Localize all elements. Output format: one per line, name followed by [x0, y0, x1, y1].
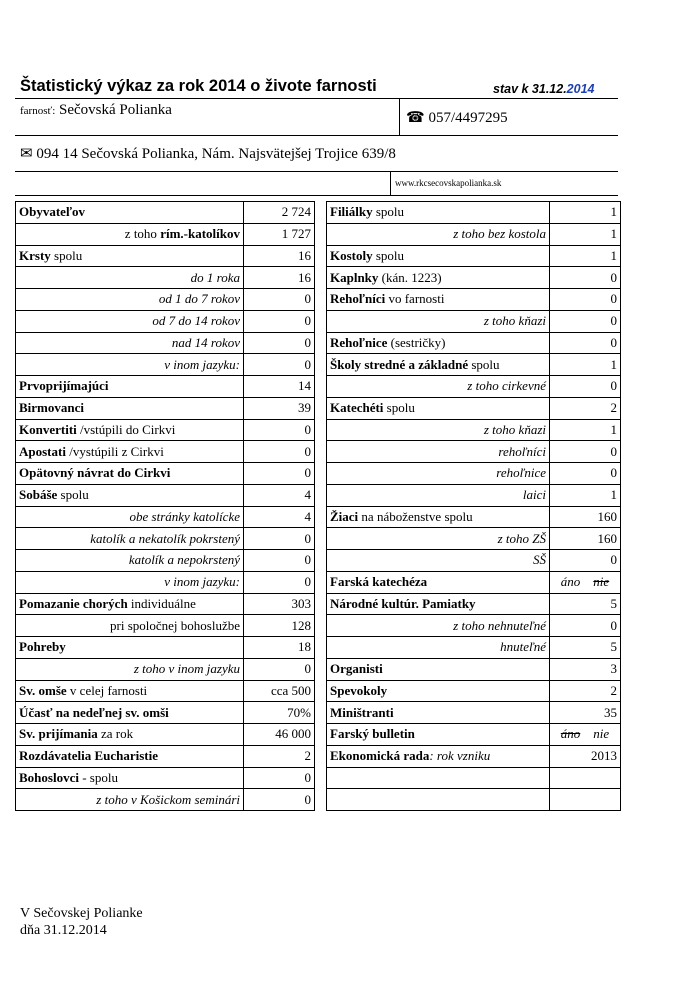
label-bold: Účasť na nedeľnej sv. omši [19, 704, 169, 720]
phone-icon: ☎ [406, 110, 425, 126]
table-row [16, 680, 315, 702]
label-bold: Prvoprijímajúci [19, 378, 109, 394]
row-value: 0 [550, 332, 621, 354]
row-value: 0 [244, 354, 315, 376]
row-label [16, 397, 244, 419]
phone-field [406, 108, 508, 127]
table-row [16, 289, 315, 311]
label-bold: Filiálky [330, 204, 373, 220]
row-value: cca 500 [244, 680, 315, 702]
label-rest: /vstúpili do Cirkvi [76, 421, 176, 437]
row-value: 0 [244, 571, 315, 593]
row-label [327, 202, 550, 224]
row-label [16, 484, 244, 506]
row-label [16, 593, 244, 615]
row-value: 0 [550, 289, 621, 311]
row-label [16, 376, 244, 398]
table-row [16, 767, 315, 789]
website-link[interactable]: www.rkcsecovskapolianka.sk [395, 178, 502, 188]
phone-number: 057/4497295 [428, 110, 508, 126]
row-value: 1 [550, 354, 621, 376]
table-row [16, 354, 315, 376]
row-label [327, 245, 550, 267]
row-label [16, 202, 244, 224]
label-rest: spolu [57, 487, 89, 503]
table-row [327, 637, 621, 659]
table-row [327, 267, 621, 289]
row-value: 3 [550, 658, 621, 680]
label-rest: z toho cirkevné [467, 378, 546, 394]
row-label [16, 724, 244, 746]
row-label [327, 506, 550, 528]
parish-label: farnosť: [20, 105, 56, 117]
row-value [550, 571, 621, 593]
row-value: 0 [244, 441, 315, 463]
yes-option: áno [560, 574, 581, 590]
label-bold: Sv. prijímania [19, 726, 98, 742]
row-value: 14 [244, 376, 315, 398]
right-statistics-table [326, 201, 621, 811]
label-rest: vo farnosti [385, 291, 445, 307]
row-label [16, 571, 244, 593]
table-row [16, 202, 315, 224]
row-value: 0 [550, 267, 621, 289]
row-label [327, 767, 550, 789]
row-label [327, 550, 550, 572]
table-row [16, 419, 315, 441]
label-rest: rehoľnice [496, 465, 546, 481]
label-rest: : rok vzniku [429, 748, 491, 764]
row-value: 0 [550, 376, 621, 398]
row-label [327, 289, 550, 311]
row-label [16, 615, 244, 637]
label-bold: Spevokoly [330, 682, 388, 698]
table-row [327, 506, 621, 528]
row-value: 1 [550, 202, 621, 224]
no-option: nie [593, 726, 610, 742]
envelope-icon: ✉ [20, 146, 33, 162]
label-bold: Krsty [19, 247, 51, 263]
label-bold: Národné kultúr. Pamiatky [330, 595, 476, 611]
label-rest: za rok [97, 726, 134, 742]
table-row [16, 593, 315, 615]
row-label [327, 528, 550, 550]
row-value: 128 [244, 615, 315, 637]
address-rule [15, 171, 618, 172]
label-bold: Kaplnky [330, 269, 379, 285]
row-label [16, 637, 244, 659]
label-bold: Bohoslovci [19, 769, 79, 785]
label-bold: Školy stredné a základné [330, 356, 469, 372]
web-rule [15, 195, 618, 196]
table-row [327, 571, 621, 593]
table-row [16, 332, 315, 354]
row-value: 35 [550, 702, 621, 724]
table-row [327, 441, 621, 463]
row-value: 0 [550, 441, 621, 463]
table-row [16, 484, 315, 506]
row-label [327, 332, 550, 354]
label-bold: Konvertiti [19, 421, 77, 437]
label-bold: Kostoly [330, 247, 373, 263]
row-value: 0 [550, 310, 621, 332]
label-rest: z toho ZŠ [497, 530, 546, 546]
label-rest: SŠ [533, 552, 546, 568]
label-rest: katolík a nepokrstený [128, 552, 240, 568]
table-row [16, 397, 315, 419]
table-row [327, 593, 621, 615]
row-value: 39 [244, 397, 315, 419]
row-value: 1 727 [244, 223, 315, 245]
label-bold: Sv. omše [19, 682, 67, 698]
row-value: 0 [244, 767, 315, 789]
table-row [327, 397, 621, 419]
left-statistics-table [15, 201, 315, 811]
row-value: 16 [244, 245, 315, 267]
label-rest: z toho kňazi [483, 313, 546, 329]
row-value: 46 000 [244, 724, 315, 746]
row-value: 160 [550, 528, 621, 550]
row-label [16, 441, 244, 463]
yes-option: áno [560, 726, 581, 742]
table-row [327, 376, 621, 398]
row-value: 2 [550, 397, 621, 419]
row-value: 0 [550, 463, 621, 485]
row-value: 2 [244, 745, 315, 767]
label-bold: Miništranti [330, 704, 394, 720]
label-rest: v celej farnosti [66, 682, 148, 698]
phone-divider [399, 99, 400, 135]
table-row [16, 376, 315, 398]
row-label [327, 680, 550, 702]
web-divider [390, 171, 391, 195]
row-value: 2013 [550, 745, 621, 767]
row-value: 1 [550, 484, 621, 506]
label-bold: Pohreby [19, 639, 66, 655]
row-label [16, 745, 244, 767]
label-bold: Birmovanci [19, 400, 84, 416]
row-value: 0 [550, 550, 621, 572]
label-bold: Katechéti [330, 400, 384, 416]
table-row [327, 245, 621, 267]
label-rest: v inom jazyku: [164, 574, 240, 590]
row-label [16, 223, 244, 245]
label-rest: individuálne [127, 595, 196, 611]
label-bold: Sobáše [19, 487, 58, 503]
row-label [327, 724, 550, 746]
table-row [16, 463, 315, 485]
row-label [327, 463, 550, 485]
table-row [16, 702, 315, 724]
row-value: 0 [244, 658, 315, 680]
table-row [327, 615, 621, 637]
status-year: 2014 [566, 82, 595, 96]
row-label [327, 593, 550, 615]
row-label [16, 354, 244, 376]
label-rest: z toho v Košickom seminári [96, 791, 240, 807]
table-row [16, 615, 315, 637]
row-value [550, 789, 621, 811]
label-bold: Farský bulletin [330, 726, 415, 742]
row-label [327, 637, 550, 659]
label-rest: na náboženstve spolu [358, 508, 473, 524]
row-label [16, 289, 244, 311]
row-label [327, 789, 550, 811]
row-value: 2 [550, 680, 621, 702]
row-label [327, 376, 550, 398]
row-value: 1 [550, 223, 621, 245]
status-prefix: stav k 31.12. [493, 82, 567, 96]
table-row [16, 506, 315, 528]
row-value: 1 [550, 245, 621, 267]
parish-name: Sečovská Polianka [59, 102, 172, 118]
table-row [327, 289, 621, 311]
label-rest: z toho bez kostola [453, 226, 546, 242]
label-bold: Rehoľnice [330, 334, 388, 350]
row-value: 5 [550, 593, 621, 615]
table-row [327, 202, 621, 224]
row-label [327, 745, 550, 767]
table-row [327, 745, 621, 767]
row-label [327, 658, 550, 680]
label-rest: z toho v inom jazyku [133, 661, 240, 677]
row-value: 0 [244, 332, 315, 354]
table-row [327, 702, 621, 724]
row-label [327, 267, 550, 289]
row-label [327, 223, 550, 245]
row-value: 303 [244, 593, 315, 615]
label-rest: hnuteľné [500, 639, 546, 655]
row-value: 0 [244, 310, 315, 332]
row-value: 5 [550, 637, 621, 659]
row-label [16, 702, 244, 724]
row-label [16, 245, 244, 267]
row-label [16, 789, 244, 811]
label-rest: rehoľníci [498, 443, 546, 459]
address-text: 094 14 Sečovská Polianka, Nám. Najsvätejšej Trojice 639/8 [36, 146, 396, 162]
status-date [493, 82, 594, 96]
table-row [16, 245, 315, 267]
label-rest: do 1 roka [190, 269, 240, 285]
label-rest: obe stránky katolícke [129, 508, 240, 524]
label-bold: Apostati [19, 443, 66, 459]
table-row [16, 223, 315, 245]
table-row [16, 310, 315, 332]
row-label [16, 267, 244, 289]
label-bold: Organisti [330, 661, 383, 677]
label-rest: pri spoločnej bohoslužbe [110, 617, 240, 633]
label-bold: Pomazanie chorých [19, 595, 128, 611]
table-row [327, 550, 621, 572]
label-rest: laici [522, 487, 546, 503]
label-rest: /vystúpili z Cirkvi [65, 443, 164, 459]
table-row [327, 789, 621, 811]
label-rest: spolu [50, 247, 83, 263]
table-row [16, 550, 315, 572]
label-bold: rím.-katolíkov [160, 226, 240, 242]
label-bold: Obyvateľov [19, 204, 86, 220]
table-row [327, 767, 621, 789]
table-row [327, 658, 621, 680]
signature-place: V Sečovskej Polianke [20, 906, 143, 921]
row-label [16, 310, 244, 332]
table-row [327, 310, 621, 332]
table-row [16, 267, 315, 289]
label-rest: od 1 do 7 rokov [158, 291, 240, 307]
row-label [16, 658, 244, 680]
row-label [16, 528, 244, 550]
table-row [327, 484, 621, 506]
label-bold: Žiaci [330, 508, 359, 524]
row-label [327, 702, 550, 724]
no-option: nie [593, 574, 610, 590]
label-rest: spolu [468, 356, 500, 372]
table-row [327, 724, 621, 746]
table-row [16, 441, 315, 463]
row-value: 0 [244, 463, 315, 485]
row-value: 0 [550, 615, 621, 637]
row-value: 0 [244, 528, 315, 550]
row-label [327, 441, 550, 463]
row-value [550, 724, 621, 746]
table-row [327, 354, 621, 376]
row-label [327, 571, 550, 593]
row-label [16, 419, 244, 441]
row-value: 16 [244, 267, 315, 289]
table-row [16, 724, 315, 746]
table-row [16, 745, 315, 767]
signature-date: dňa 31.12.2014 [20, 923, 107, 938]
row-value: 4 [244, 506, 315, 528]
row-value: 0 [244, 419, 315, 441]
label-rest: z toho kňazi [483, 421, 546, 437]
row-label [327, 397, 550, 419]
label-rest: katolík a nekatolík pokrstený [90, 530, 240, 546]
table-row [16, 637, 315, 659]
row-value: 2 724 [244, 202, 315, 224]
label-bold: Rehoľníci [330, 291, 386, 307]
document-title: Štatistický výkaz za rok 2014 o živote farnosti [20, 77, 377, 95]
row-value: 18 [244, 637, 315, 659]
row-label [327, 615, 550, 637]
table-row [327, 419, 621, 441]
row-label [327, 310, 550, 332]
table-row [16, 528, 315, 550]
table-row [16, 571, 315, 593]
label-rest: (kán. 1223) [378, 269, 442, 285]
title-rule [15, 98, 618, 99]
label-bold: Farská katechéza [330, 574, 428, 590]
label-rest: - spolu [78, 769, 118, 785]
row-label [16, 332, 244, 354]
phone-rule [15, 135, 618, 136]
label-bold: Opätovný návrat do Cirkvi [19, 465, 171, 481]
row-label [16, 767, 244, 789]
table-row [16, 789, 315, 811]
label-bold: Rozdávatelia Eucharistie [19, 748, 159, 764]
row-value [550, 767, 621, 789]
row-label [327, 354, 550, 376]
row-label [327, 419, 550, 441]
label-rest: z toho nehnuteľné [453, 617, 546, 633]
address-field [20, 144, 396, 163]
label-rest: (sestričky) [387, 334, 446, 350]
row-value: 0 [244, 289, 315, 311]
label-rest: spolu [372, 204, 405, 220]
row-label [327, 484, 550, 506]
table-row [327, 223, 621, 245]
row-label [16, 463, 244, 485]
parish-field [20, 102, 172, 119]
row-value: 0 [244, 550, 315, 572]
row-value: 0 [244, 789, 315, 811]
row-value: 4 [244, 484, 315, 506]
label-rest: spolu [383, 400, 415, 416]
table-row [327, 680, 621, 702]
label-rest: od 7 do 14 rokov [152, 313, 240, 329]
row-value: 1 [550, 419, 621, 441]
row-label [16, 680, 244, 702]
label-bold: Ekonomická rada [330, 748, 430, 764]
row-label [16, 550, 244, 572]
label-prefix: z toho [124, 226, 161, 242]
label-rest: spolu [372, 247, 405, 263]
table-row [16, 658, 315, 680]
table-row [327, 528, 621, 550]
table-row [327, 332, 621, 354]
row-label [16, 506, 244, 528]
row-value: 160 [550, 506, 621, 528]
label-rest: nad 14 rokov [171, 334, 240, 350]
row-value: 70% [244, 702, 315, 724]
table-row [327, 463, 621, 485]
label-rest: v inom jazyku: [164, 356, 240, 372]
